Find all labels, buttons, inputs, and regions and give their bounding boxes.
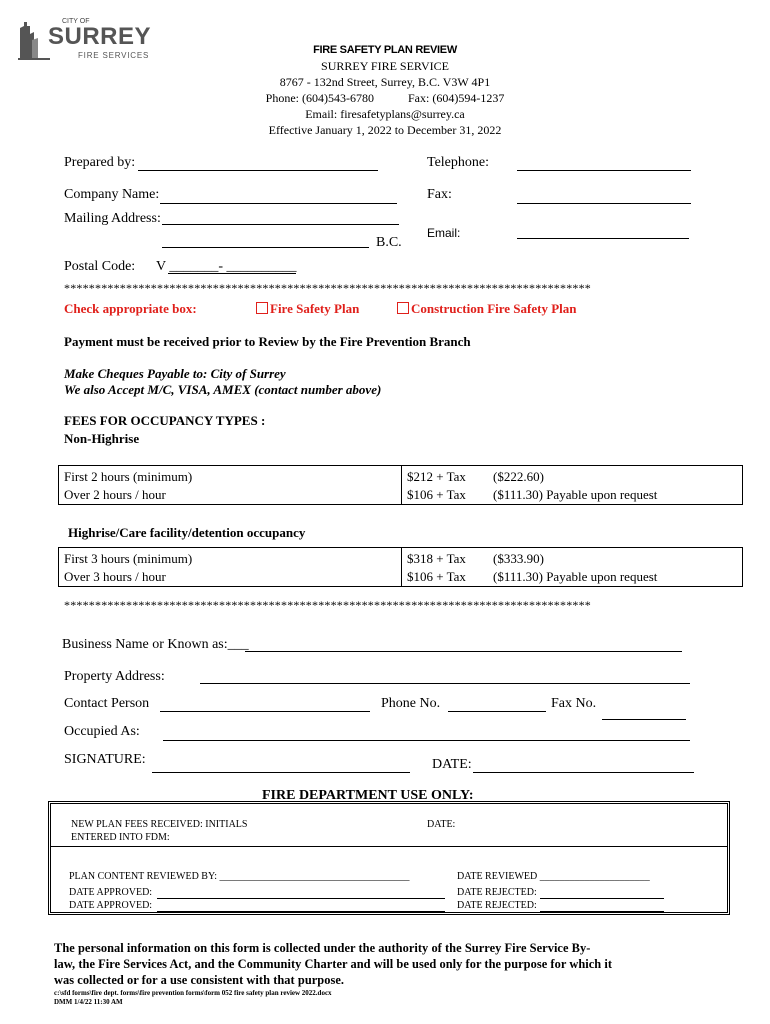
fee-amount: $106 + Tax [407,487,466,502]
fax-label: Fax: [427,187,452,202]
privacy-line-1: The personal information on this form is collected under the authority of the Surrey Fire Service By- [54,941,591,955]
date-rejected-label-1: DATE REJECTED: [457,887,537,898]
prepared-by-field[interactable] [138,170,378,171]
privacy-line-2: law, the Fire Services Act, and the Community Charter and will be used only for the purpose for which it [54,957,613,971]
fax-no-label: Fax No. [551,696,597,711]
office-date-label: DATE: [427,819,456,830]
office-use-heading: FIRE DEPARTMENT USE ONLY: [262,788,474,803]
postal-code-label: Postal Code: [64,259,136,274]
fee-desc: Over 2 hours / hour [64,487,166,502]
org-fax: Fax: (604)594-1237 [408,91,505,105]
table-row [64,469,192,485]
prepared-by-label: Prepared by: [64,155,136,170]
separator-bottom: ************************************************************************************* [64,598,591,612]
signature-field[interactable] [152,772,410,773]
contact-person-field[interactable] [160,711,370,712]
company-name-field[interactable] [160,203,397,204]
logo-name: SURREY [48,23,152,50]
org-email: Email: firesafetyplans@surrey.ca [305,107,465,121]
fee-desc: Over 3 hours / hour [64,569,166,584]
fee-total: ($111.30) Payable upon request [493,487,658,502]
fee-table-divider [401,548,402,586]
fee-table-divider [401,466,402,504]
plan-content-reviewed-label[interactable]: PLAN CONTENT REVIEWED BY: ______________________________________ [69,871,410,882]
phone-no-label: Phone No. [381,696,441,711]
fee-total: ($333.90) [493,551,544,566]
email-label: Email: [427,226,461,240]
form-title: FIRE SAFETY PLAN REVIEW [313,44,457,56]
property-address-field[interactable] [200,683,690,684]
mailing-address-field-2[interactable] [162,247,369,248]
fee-total: ($222.60) [493,469,544,484]
new-plan-fees-label: NEW PLAN FEES RECEIVED: INITIALS [71,819,248,830]
occupied-as-field[interactable] [163,740,690,741]
doc-stamp: DMM 1/4/22 11:30 AM [54,998,123,1006]
date-approved-label-1: DATE APPROVED: [69,887,153,898]
business-name-label: Business Name or Known as:___ [62,637,249,652]
payment-notice: Payment must be received prior to Review by the Fire Prevention Branch [64,334,471,349]
logo-sub: FIRE SERVICES [78,51,150,60]
fee-amount: $212 + Tax [407,469,466,484]
effective-dates: Effective January 1, 2022 to December 31, 2022 [268,123,502,137]
postal-code-field[interactable]: V _______- __________ [156,259,297,274]
fee-desc: First 3 hours (minimum) [64,551,193,566]
province-label: B.C. [376,235,402,250]
table-row [493,487,657,503]
table-row [407,487,466,503]
fax-field[interactable] [517,203,691,204]
table-row [407,551,466,567]
org-address: 8767 - 132nd Street, Surrey, B.C. V3W 4P1 [279,75,491,89]
surrey-logo [18,18,152,62]
date-rejected-field-2[interactable] [540,911,664,912]
table-row [407,569,466,585]
construction-plan-label: Construction Fire Safety Plan [411,301,577,316]
file-path: c:\sfd forms\fire dept. forms\fire prevention forms\form 052 fire safety plan review 2022.docx [54,989,332,997]
date-label: DATE: [432,757,472,772]
fee-desc: First 2 hours (minimum) [64,469,193,484]
non-highrise-fee-table [58,465,743,505]
date-reviewed-label[interactable]: DATE REVIEWED ______________________ [457,871,650,882]
contact-person-label: Contact Person [64,696,150,711]
date-approved-field-2[interactable] [157,911,445,912]
date-rejected-label-2: DATE REJECTED: [457,900,537,911]
table-row [64,569,166,585]
table-row [493,469,544,485]
mailing-address-label: Mailing Address: [64,211,161,226]
entered-fdm-label: ENTERED INTO FDM: [71,832,170,843]
org-phone: Phone: (604)543-6780 [265,91,374,105]
office-use-box [48,801,730,915]
org-name: SURREY FIRE SERVICE [321,59,449,73]
table-row [407,469,466,485]
occupied-as-label: Occupied As: [64,724,140,739]
separator-top: ************************************************************************************* [64,281,591,295]
cheques-payable: Make Cheques Payable to: City of Surrey [64,366,286,381]
telephone-field[interactable] [517,170,691,171]
fee-amount: $106 + Tax [407,569,466,584]
date-approved-label-2: DATE APPROVED: [69,900,153,911]
logo-city-of: CITY OF [62,18,90,25]
fees-heading: FEES FOR OCCUPANCY TYPES : [64,413,266,428]
org-phone-fax [170,90,600,106]
company-name-label: Company Name: [64,187,160,202]
fax-no-field[interactable] [602,719,686,720]
fire-safety-plan-checkbox[interactable] [256,302,268,314]
table-row [64,487,166,503]
email-field[interactable] [517,238,689,239]
highrise-heading: Highrise/Care facility/detention occupancy [68,525,306,540]
form-header [170,42,600,138]
highrise-fee-table [58,547,743,587]
office-divider [51,846,727,847]
privacy-line-3: was collected or for a use consistent with that purpose. [54,973,345,987]
telephone-label: Telephone: [427,155,489,170]
signature-label: SIGNATURE: [64,752,146,767]
date-field[interactable] [473,772,694,773]
business-name-field[interactable] [245,651,682,652]
surrey-logo-mark [18,20,50,60]
cards-accepted: We also Accept M/C, VISA, AMEX (contact number above) [64,382,382,397]
construction-plan-checkbox[interactable] [397,302,409,314]
property-address-label: Property Address: [64,669,165,684]
table-row [64,551,192,567]
fire-safety-plan-label: Fire Safety Plan [270,301,360,316]
table-row [493,551,544,567]
fee-total: ($111.30) Payable upon request [493,569,658,584]
fire-safety-plan-option[interactable] [256,301,359,317]
postal-code-underline [168,273,296,274]
table-row [493,569,657,585]
check-label: Check appropriate box: [64,301,197,316]
date-rejected-field-1[interactable] [540,898,664,899]
privacy-notice [54,940,612,988]
construction-plan-option[interactable] [397,301,577,317]
mailing-address-field-1[interactable] [162,224,399,225]
fee-amount: $318 + Tax [407,551,466,566]
phone-no-field[interactable] [448,711,546,712]
date-approved-field-1[interactable] [157,898,445,899]
non-highrise-heading: Non-Highrise [64,431,140,446]
